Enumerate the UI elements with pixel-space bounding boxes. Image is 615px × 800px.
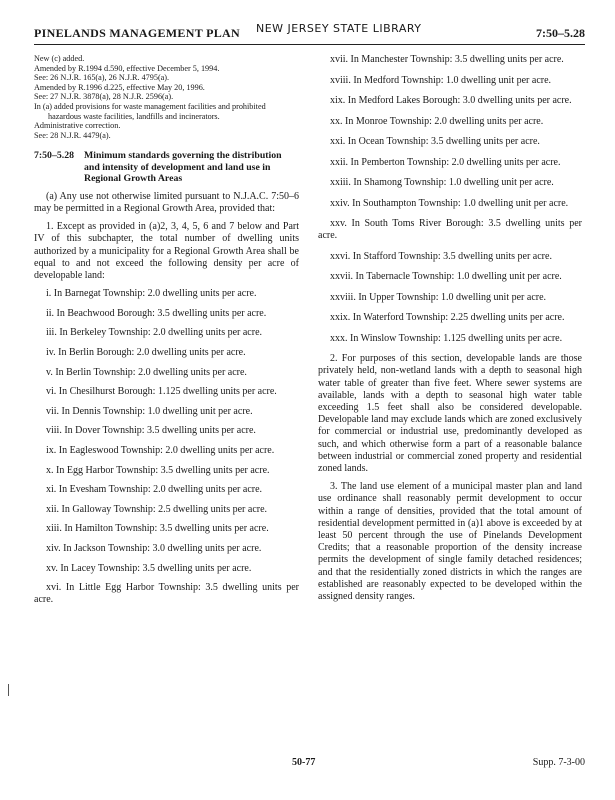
header-section-number: 7:50–5.28 [536, 26, 585, 40]
density-item: ix. In Eagleswood Township: 2.0 dwelling units per acre. [46, 445, 275, 457]
history-line: See: 26 N.J.R. 165(a), 26 N.J.R. 4795(a). [34, 73, 170, 83]
density-item: xiii. In Hamilton Township: 3.5 dwelling units per acre. [46, 523, 269, 535]
density-item: xviii. In Medford Township: 1.0 dwelling unit per acre. [330, 74, 552, 86]
density-item: xxix. In Waterford Township: 2.25 dwelling units per acre. [330, 312, 565, 324]
density-item: xxii. In Pemberton Township: 2.0 dwelling units per acre. [330, 156, 561, 168]
density-item: viii. In Dover Township: 3.5 dwelling units per acre. [46, 425, 256, 437]
density-item: xx. In Monroe Township: 2.0 dwelling units per acre. [330, 115, 544, 127]
history-notes [34, 54, 299, 140]
history-line: New (c) added. [34, 54, 85, 63]
margin-mark [8, 684, 9, 696]
section-heading [34, 150, 299, 185]
density-item: x. In Egg Harbor Township: 3.5 dwelling units per acre. [46, 464, 270, 476]
density-item: xv. In Lacey Township: 3.5 dwelling units per acre. [46, 562, 252, 574]
history-line: Amended by R.1996 d.225, effective May 20, 1996. [34, 82, 205, 92]
density-item: xix. In Medford Lakes Borough: 3.0 dwelling units per acre. [330, 95, 572, 106]
density-item: xxx. In Winslow Township: 1.125 dwelling units per acre. [330, 332, 563, 344]
density-item: xvii. In Manchester Township: 3.5 dwelling units per acre. [330, 54, 564, 65]
supplement-date: Supp. 7-3-00 [532, 757, 585, 768]
running-header [34, 22, 585, 45]
density-list-left [34, 288, 299, 606]
density-item: ii. In Beachwood Borough: 3.5 dwelling units per acre. [46, 307, 267, 319]
density-list-right [318, 54, 582, 345]
section-number: 7:50–5.28 [34, 150, 75, 162]
history-line: Amended by R.1994 d.590, effective December 5, 1994. [34, 63, 220, 73]
left-column [34, 54, 299, 614]
density-item: vi. In Chesilhurst Borough: 1.125 dwelling units per acre. [46, 386, 277, 398]
paragraph-1: 1. Except as provided in (a)2, 3, 4, 5, 6 and 7 below and Part IV of this subchapter, the total number of dwelling units authorized by a municipality for a Regional Growth Area shall be equal to and not exceed the following density per acre of developable land: [34, 221, 299, 282]
density-item: xxviii. In Upper Township: 1.0 dwelling unit per acre. [330, 291, 547, 303]
density-item: iii. In Berkeley Township: 2.0 dwelling units per acre. [46, 327, 263, 339]
density-item: xxi. In Ocean Township: 3.5 dwelling units per acre. [330, 136, 540, 147]
density-item: vii. In Dennis Township: 1.0 dwelling unit per acre. [46, 405, 253, 417]
paragraph-2: 2. For purposes of this section, developable lands are those privately held, non-wetland lands with a depth to seasonal high water table of greater than five feet. Where sewer systems are available, lands with a depth to seasonal high water table exceeding 1.5 feet shall also be considered developable. Developable land may exclude lands which are zoned exclusively for commercial or industrial use, predominantly developed as such, and which otherwise form a part of a reasonable balance between industrial or commercial zoned property and residential zoned lands. [318, 353, 582, 475]
header-title: PINELANDS MANAGEMENT PLAN [34, 26, 240, 40]
density-item: xvi. In Little Egg Harbor Township: 3.5 dwelling units per acre. [34, 582, 299, 606]
history-line: Administrative correction. [34, 121, 121, 131]
density-item: xii. In Galloway Township: 2.5 dwelling units per acre. [46, 503, 268, 515]
density-item: i. In Barnegat Township: 2.0 dwelling units per acre. [46, 288, 257, 300]
density-item: v. In Berlin Township: 2.0 dwelling units per acre. [46, 366, 247, 378]
library-stamp: NEW JERSEY STATE LIBRARY [256, 22, 422, 35]
density-item: xi. In Evesham Township: 2.0 dwelling units per acre. [46, 484, 263, 496]
density-item: xxv. In South Toms River Borough: 3.5 dwelling units per acre. [318, 218, 582, 242]
page-number: 50-77 [292, 757, 316, 768]
section-title: Minimum standards governing the distribution and intensity of development and land use in Regional Growth Areas [84, 150, 282, 185]
density-item: iv. In Berlin Borough: 2.0 dwelling units per acre. [46, 347, 246, 359]
density-item: xxiv. In Southampton Township: 1.0 dwelling unit per acre. [330, 197, 569, 209]
density-item: xxvii. In Tabernacle Township: 1.0 dwelling unit per acre. [330, 271, 562, 283]
history-line: See: 28 N.J.R. 4479(a). [34, 130, 111, 140]
right-column [318, 54, 582, 609]
density-item: xxiii. In Shamong Township: 1.0 dwelling unit per acre. [330, 177, 554, 188]
intro-paragraph: (a) Any use not otherwise limited pursuant to N.J.A.C. 7:50–6 may be permitted in a Regional Growth Area, provided that: [34, 190, 299, 215]
density-item: xiv. In Jackson Township: 3.0 dwelling units per acre. [46, 542, 262, 554]
density-item: xxvi. In Stafford Township: 3.5 dwelling units per acre. [330, 250, 552, 262]
paragraph-3: 3. The land use element of a municipal master plan and land use ordinance shall reasonably permit development to occur within a range of densities, provided that the total amount of residential development permitted in (a)1 above is exceeded by at least 50 percent through the use of Pinelands Development Credits; that a reasonable proportion of the density increase permits the development of single family detached residences; and that the residentially zoned districts in which the ranges are established are reasonably expected to be developed within the assigned density ranges. [318, 481, 582, 603]
history-line: See: 27 N.J.R. 3878(a), 28 N.J.R. 2596(a). [34, 92, 174, 102]
history-line: In (a) added provisions for waste management facilities and prohibited hazardous waste facilities, landfills and incinerators. [34, 101, 266, 121]
